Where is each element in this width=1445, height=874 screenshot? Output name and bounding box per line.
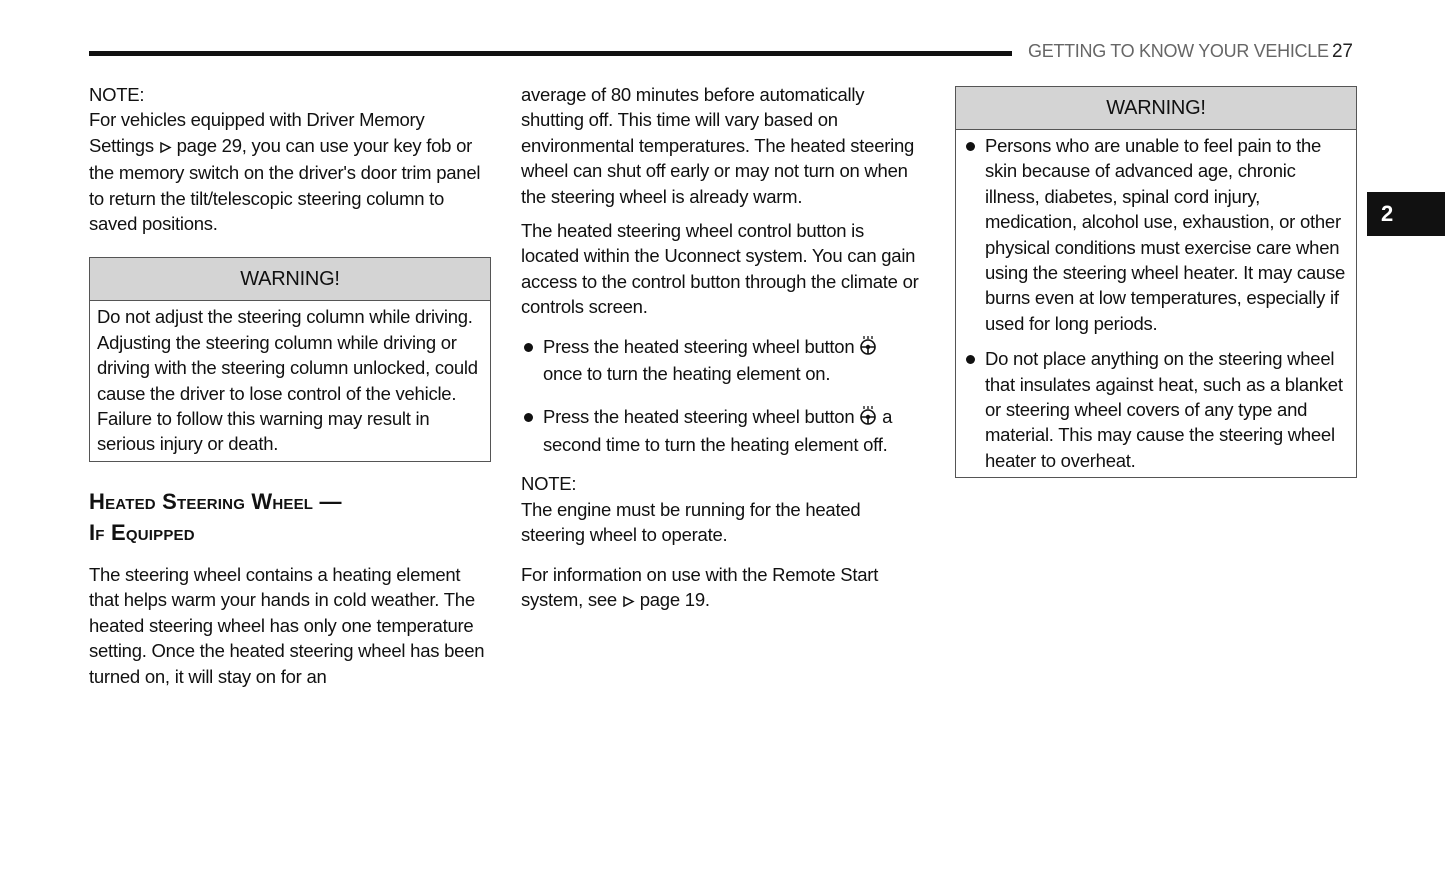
bullet-text: Press the heated steering wheel button <box>543 335 855 357</box>
body-paragraph: The steering wheel contains a heating element that helps warm your hands in cold weather. The heated steering wheel has only one temperature setting. Once the heated steering wheel has been turned on, it will stay on for an <box>89 563 485 687</box>
heading-line: Heated Steering Wheel — <box>89 488 342 514</box>
note-label: NOTE: <box>89 84 145 105</box>
paragraph-text: For information on use with the Remote Start system, see <box>521 563 879 610</box>
warning-text: Do not adjust the steering column while driving. Adjusting the steering column while driving or driving with the steering column unlocked, could cause the driver to lose control of the vehicle. Failure to follow this warning may result in serious injury or death. <box>97 306 478 455</box>
warning-box <box>89 257 491 461</box>
body-paragraph: The heated steering wheel control button is located within the Uconnect system. You can gain access to the control button through the climate or controls screen. <box>521 220 919 318</box>
chapter-tab[interactable]: 2 <box>1367 192 1445 236</box>
page-link-text[interactable]: page 29, you can use your key fob or the memory switch on the driver's door trim panel to return the tilt/telescopic steering column to saved positions. <box>89 134 481 235</box>
heated-steering-wheel-icon <box>859 405 877 431</box>
heading-line: If Equipped <box>89 519 195 545</box>
bullet-text: once to turn the heating element on. <box>543 363 831 385</box>
body-paragraph <box>521 562 923 615</box>
note-text: The engine must be running for the heated steering wheel to operate. <box>521 498 861 546</box>
list-item <box>521 404 923 457</box>
section-title: GETTING TO KNOW YOUR VEHICLE <box>1028 41 1329 61</box>
bullet-text: Press the heated steering wheel button <box>543 406 855 428</box>
warning-title: WARNING! <box>90 258 490 301</box>
page-reference-arrow-icon <box>622 589 635 614</box>
list-item: Persons who are unable to feel pain to the skin because of advanced age, chronic illness, diabetes, spinal cord injury, medication, alcohol use, exhaustion, or other physical conditions must exercise care when using the steering wheel heater. It may cause burns even at low temperatures, especially if used for long periods. <box>963 133 1349 336</box>
list-item <box>521 334 923 387</box>
note-label: NOTE: <box>521 473 577 495</box>
note <box>89 82 491 236</box>
warning-body <box>956 130 1356 473</box>
section-heading <box>89 486 491 548</box>
column-3 <box>955 86 1357 478</box>
page-number: 27 <box>1332 41 1353 62</box>
warning-title: WARNING! <box>956 87 1356 130</box>
bullet-list <box>963 133 1349 473</box>
bullet-list <box>521 334 923 458</box>
heated-steering-wheel-icon <box>859 335 877 361</box>
header-rule <box>89 51 1012 56</box>
warning-box <box>955 86 1357 478</box>
column-1 <box>89 82 491 698</box>
note <box>521 471 923 547</box>
bullet-text: a second time to turn the heating element off. <box>543 406 893 455</box>
page-link-text[interactable]: page 19. <box>639 588 710 610</box>
body-paragraph: average of 80 minutes before automatically shutting off. This time will vary based on environmental temperatures. The heated steering wheel can shut off early or may not turn on when the steering wheel is already warm. <box>521 84 915 207</box>
column-2 <box>521 82 923 623</box>
note-text: For vehicles equipped with Driver Memory Settings <box>89 109 425 156</box>
list-item: Do not place anything on the steering wheel that insulates against heat, such as a blanket or steering wheel covers of any type and material. This may cause the steering wheel heater to overheat. <box>963 346 1349 473</box>
page-reference-arrow-icon <box>159 135 172 160</box>
